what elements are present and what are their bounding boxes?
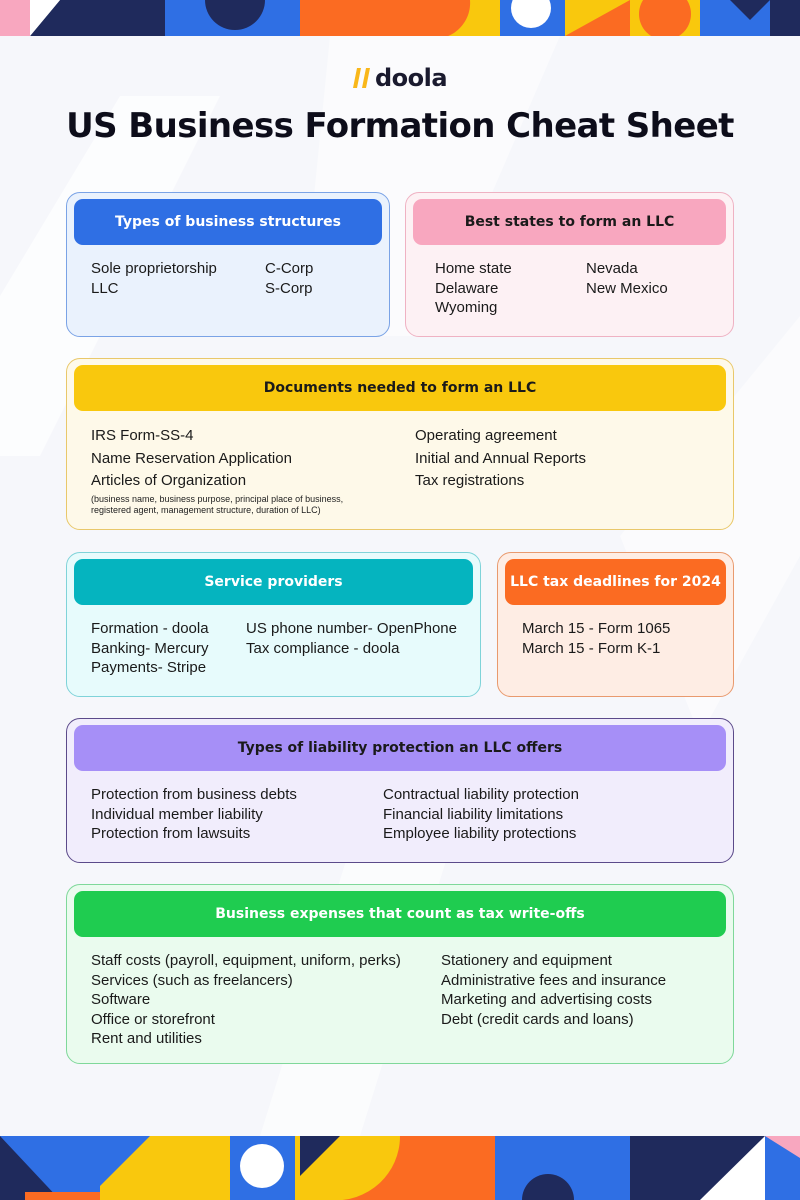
list-item: Debt (credit cards and loans) <box>441 1010 634 1028</box>
liability-protection-card <box>66 718 734 863</box>
list-item: Software <box>91 991 151 1008</box>
best-states-card <box>405 192 734 337</box>
list-item: Employee liability protections <box>383 825 577 842</box>
logo-text: doola <box>374 64 448 92</box>
tax-write-offs-heading: Business expenses that count as tax write-offs <box>74 891 726 937</box>
list-item: Articles of Organization <box>91 472 247 489</box>
list-item: Stationery and equipment <box>441 952 612 969</box>
list-item: S-Corp <box>265 279 313 297</box>
tax-write-offs-card <box>66 884 734 1064</box>
list-item: Staff costs (payroll, equipment, uniform, perks) <box>91 952 401 969</box>
list-item: Tax registrations <box>415 472 525 489</box>
list-item: Initial and Annual Reports <box>415 449 586 467</box>
list-item: Delaware <box>435 279 499 297</box>
business-structures-col2 <box>265 259 313 298</box>
list-item: Name Reservation Application <box>91 449 292 467</box>
business-structures-card <box>66 192 390 337</box>
documents-col2 <box>415 425 586 493</box>
business-structures-col1 <box>91 259 217 298</box>
list-item: Sole proprietorship <box>91 260 217 277</box>
list-item: LLC <box>91 279 119 297</box>
best-states-col1 <box>435 259 512 318</box>
list-item: New Mexico <box>586 279 668 297</box>
tax-deadlines-heading: LLC tax deadlines for 2024 <box>505 559 726 605</box>
documents-card <box>66 358 734 530</box>
list-item: Office or storefront <box>91 1010 215 1028</box>
list-item: Protection from lawsuits <box>91 825 251 842</box>
write-offs-col1 <box>91 951 401 1049</box>
decorative-top-band <box>0 0 800 36</box>
service-providers-card <box>66 552 481 697</box>
best-states-col2 <box>586 259 668 298</box>
best-states-heading: Best states to form an LLC <box>413 199 726 245</box>
list-item: Operating agreement <box>415 427 557 444</box>
liability-protection-heading: Types of liability protection an LLC offers <box>74 725 726 771</box>
documents-heading: Documents needed to form an LLC <box>74 365 726 411</box>
list-item: Contractual liability protection <box>383 786 579 803</box>
list-item: Tax compliance - doola <box>246 639 400 657</box>
liability-col2 <box>383 785 579 844</box>
service-providers-col2 <box>246 619 457 658</box>
list-item: March 15 - Form K-1 <box>522 639 661 657</box>
double-slash-logo-icon <box>353 66 371 90</box>
service-providers-heading: Service providers <box>74 559 473 605</box>
tax-deadlines-card <box>497 552 734 697</box>
decorative-bottom-band <box>0 1136 800 1200</box>
list-item: Financial liability limitations <box>383 805 564 823</box>
list-item: Banking- Mercury <box>91 639 209 657</box>
list-item: C-Corp <box>265 260 314 277</box>
list-item: Rent and utilities <box>91 1030 202 1047</box>
list-item: Home state <box>435 260 512 277</box>
list-item: Individual member liability <box>91 805 263 823</box>
write-offs-col2 <box>441 951 666 1029</box>
list-item: Protection from business debts <box>91 786 297 803</box>
list-item: Nevada <box>586 260 638 277</box>
list-item: Wyoming <box>435 299 498 316</box>
list-item: March 15 - Form 1065 <box>522 620 671 637</box>
list-item: IRS Form-SS-4 <box>91 427 194 444</box>
list-item: Administrative fees and insurance <box>441 971 667 989</box>
list-item: Payments- Stripe <box>91 659 207 676</box>
list-item: Formation - doola <box>91 620 209 637</box>
articles-note: (business name, business purpose, principal place of business, registered agent, management structure, duration of LLC) <box>91 493 344 515</box>
list-item: US phone number- OpenPhone <box>246 620 457 637</box>
list-item: Services (such as freelancers) <box>91 971 293 989</box>
business-structures-heading: Types of business structures <box>74 199 382 245</box>
page-title: US Business Formation Cheat Sheet <box>66 106 734 146</box>
liability-col1 <box>91 785 297 844</box>
tax-deadlines-list <box>522 619 670 658</box>
documents-col1 <box>91 425 381 517</box>
list-item: Marketing and advertising costs <box>441 991 652 1008</box>
brand-logo[interactable] <box>0 64 800 92</box>
service-providers-col1 <box>91 619 209 678</box>
